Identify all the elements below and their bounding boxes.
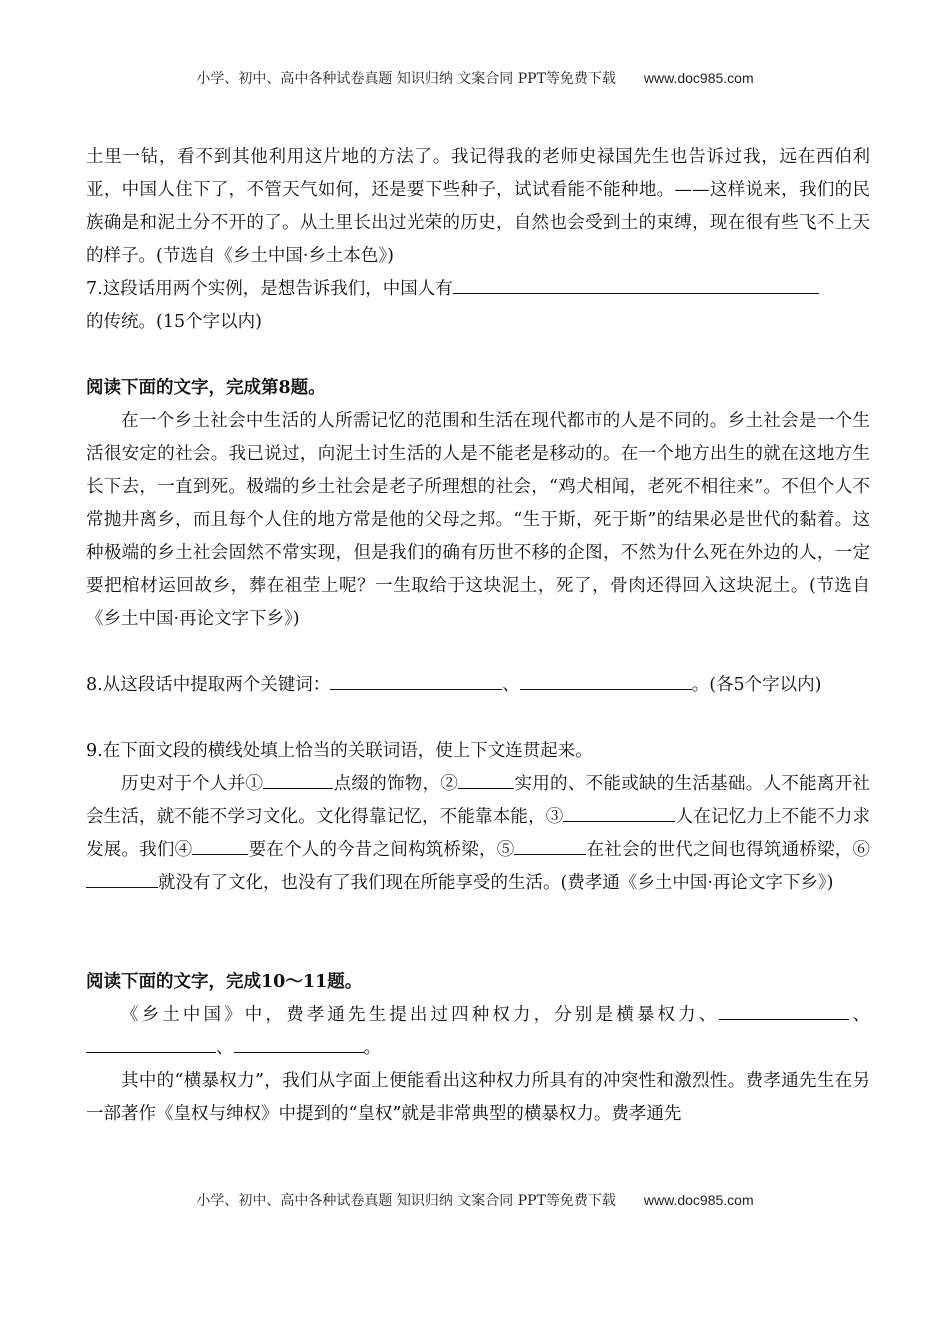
s10-sep-1: 、 — [849, 1005, 871, 1025]
footer-site-link[interactable]: www.doc985.com — [643, 1192, 754, 1208]
section-8-title: 阅读下面的文字，完成第8题。 — [86, 378, 326, 398]
answer-blank-10-3[interactable] — [234, 1032, 364, 1053]
s10-sep-2: 、 — [216, 1038, 234, 1058]
question-7-tail: 的传统。(15个字以内) — [86, 312, 262, 332]
question-8 — [86, 669, 870, 702]
question-9-passage — [86, 768, 870, 900]
answer-blank-9-5[interactable] — [514, 834, 586, 855]
q9-text-2: 点缀的饰物，② — [333, 774, 459, 794]
answer-blank-7[interactable] — [453, 273, 819, 294]
header-site-link[interactable]: www.doc985.com — [643, 70, 754, 86]
page-footer — [0, 1190, 950, 1210]
answer-blank-9-3[interactable] — [563, 801, 675, 822]
section-10-para-2: 其中的“横暴权力”，我们从字面上便能看出这种权力所具有的冲突性和激烈性。费孝通先生在另一部著作《皇权与绅权》中提到的“皇权”就是非常典型的横暴权力。费孝通先 — [86, 1071, 870, 1124]
question-7-text: 7.这段话用两个实例，是想告诉我们，中国人有 — [86, 279, 453, 299]
document-body — [86, 141, 870, 1131]
answer-blank-9-2[interactable] — [458, 768, 514, 789]
question-9-lead: 9.在下面文段的横线处填上恰当的关联词语，使上下文连贯起来。 — [86, 741, 593, 761]
question-8-end: 。(各5个字以内) — [691, 675, 822, 695]
answer-blank-10-2[interactable] — [86, 1032, 216, 1053]
passage-8: 在一个乡土社会中生活的人所需记忆的范围和生活在现代都市的人是不同的。乡土社会是一个生活很安定的社会。我已说过，向泥土讨生活的人是不能老是移动的。在一个地方出生的就在这地方生长下去，一直到死。极端的乡土社会是老子所理想的社会，“鸡犬相闻，老死不相往来”。不但个人不常抛井离乡，而且每个人住的地方常是他的父母之邦。“生于斯，死于斯”的结果必是世代的黏着。这种极端的乡土社会固然不常实现，但是我们的确有历世不移的企图，不然为什么死在外边的人，一定要把棺材运回故乡，葬在祖茔上呢？一生取给于这块泥土，死了，骨肉还得回入这块泥土。(节选自《乡土中国·再论文字下乡》) — [86, 411, 870, 629]
question-8-lead: 8.从这段话中提取两个关键词： — [86, 675, 331, 695]
section-10-title: 阅读下面的文字，完成10～11题。 — [86, 972, 363, 992]
q9-text-5: 要在个人的今昔之间构筑桥梁，⑤ — [248, 840, 515, 860]
s10-text-1: 《乡土中国》中，费孝通先生提出过四种权力，分别是横暴权力、 — [121, 1005, 720, 1025]
question-8-sep: 、 — [502, 675, 520, 695]
answer-blank-10-1[interactable] — [719, 999, 849, 1020]
question-7 — [86, 273, 870, 306]
page-header — [0, 68, 950, 88]
answer-blank-8a[interactable] — [330, 669, 502, 690]
s10-end: 。 — [363, 1038, 381, 1058]
q9-text-4: 人在记忆力上不能不力求发展。我们④ — [86, 807, 871, 860]
header-text: 小学、初中、高中各种试卷真题 知识归纳 文案合同 PPT等免费下载 — [196, 71, 616, 87]
passage-1: 土里一钻，看不到其他利用这片地的方法了。我记得我的老师史禄国先生也告诉过我，远在西伯利亚，中国人住下了，不管天气如何，还是要下些种子，试试看能不能种地。——这样说来，我们的民族确是和泥土分不开的了。从土里长出过光荣的历史，自然也会受到土的束缚，现在很有些飞不上天的样子。(节选自《乡土中国·乡土本色》) — [86, 147, 870, 266]
answer-blank-9-1[interactable] — [263, 768, 333, 789]
q9-text-1: 历史对于个人并① — [121, 774, 264, 794]
answer-blank-8b[interactable] — [520, 669, 692, 690]
answer-blank-9-6[interactable] — [86, 867, 158, 888]
q9-text-7: 就没有了文化，也没有了我们现在所能享受的生活。(费孝通《乡土中国·再论文字下乡》) — [158, 873, 834, 893]
section-10-para-1 — [86, 999, 870, 1065]
q9-text-3: 实用的、不能或缺的生活基础。人不能离开社会生活，就不能不学习文化。文化得靠记忆，不能靠本能，③ — [86, 774, 871, 827]
answer-blank-9-4[interactable] — [192, 834, 248, 855]
footer-text: 小学、初中、高中各种试卷真题 知识归纳 文案合同 PPT等免费下载 — [196, 1193, 616, 1209]
q9-text-6: 在社会的世代之间也得筑通桥梁，⑥ — [586, 840, 870, 860]
